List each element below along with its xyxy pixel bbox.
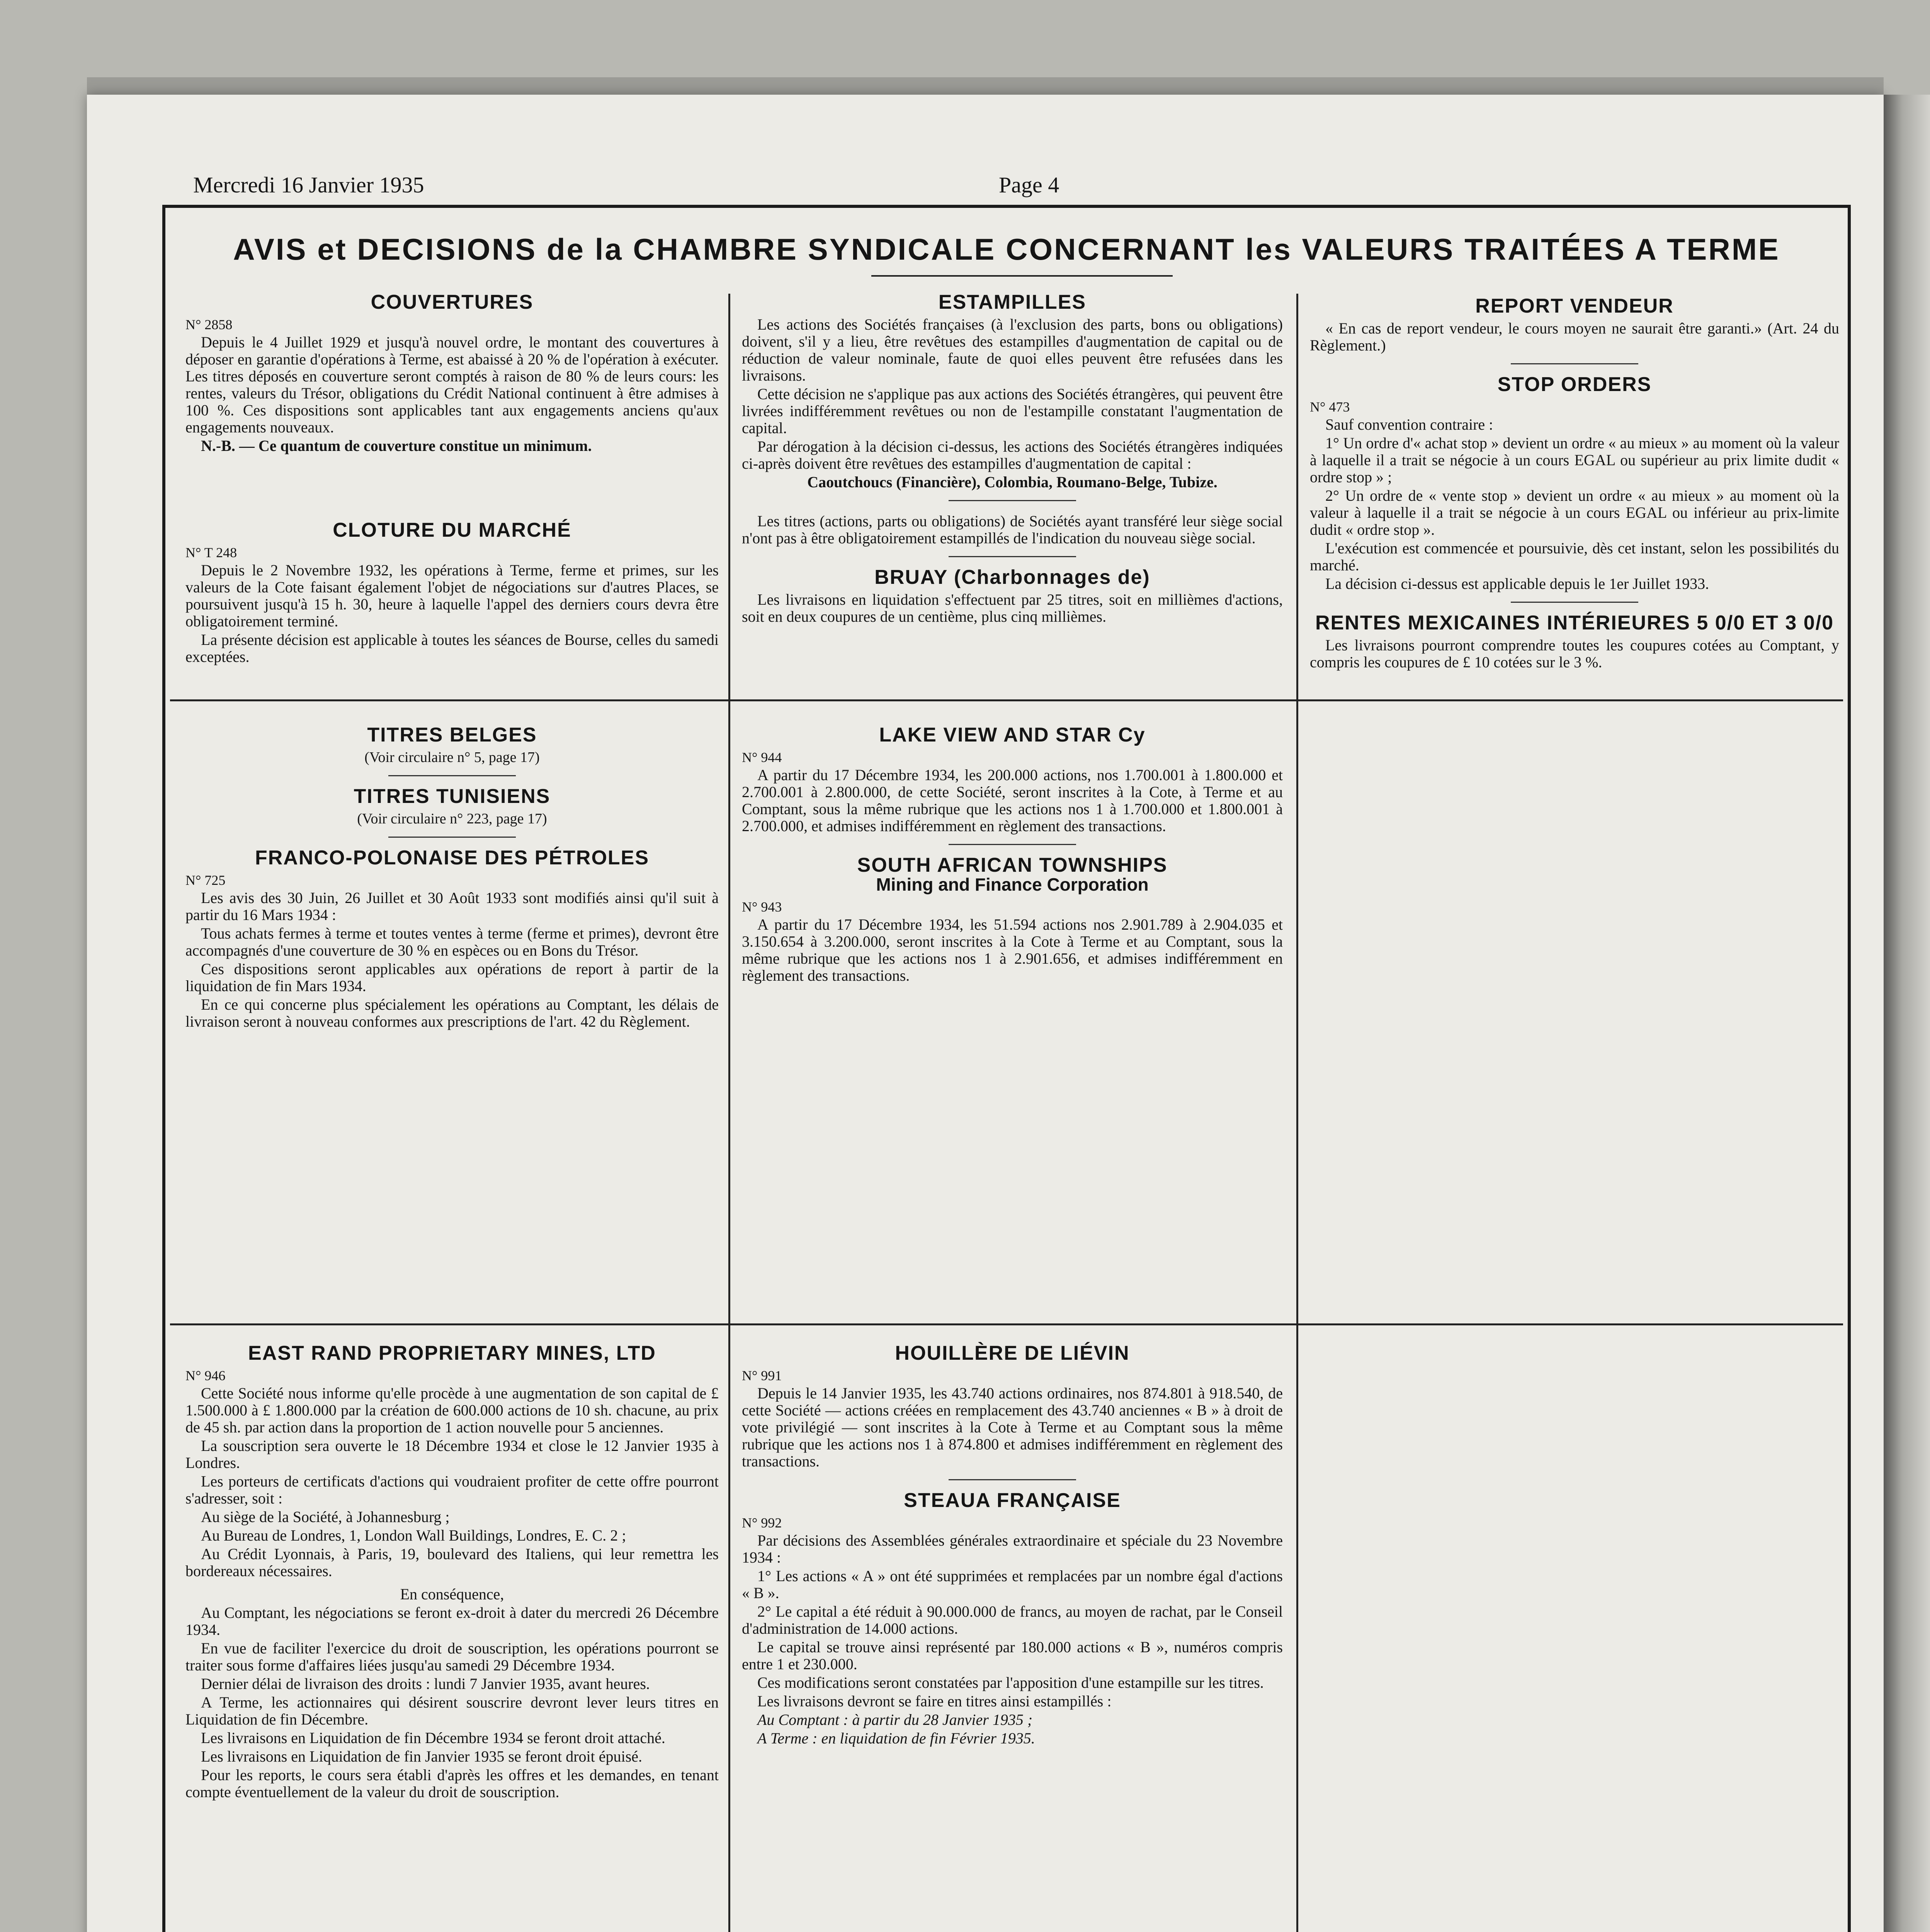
row-divider-1 xyxy=(170,699,1843,701)
section-titres xyxy=(185,726,719,1032)
couvertures-title: COUVERTURES xyxy=(371,291,534,313)
divider xyxy=(949,500,1076,501)
page-shadow xyxy=(87,77,1884,95)
lakeview-number: N° 944 xyxy=(742,750,782,765)
estampilles-text-3: Par dérogation à la décision ci-dessus, les actions des Sociétés étrangères indiquées ci-après doivent être revêtues des estampilles d'augmentation de capital : xyxy=(742,438,1283,472)
lakeview-text: A partir du 17 Décembre 1934, les 200.000 actions, nos 1.700.001 à 1.800.000 et 2.700.001 à 2.800.000, de cette Société, seront inscrites à la Cote, à Terme et au Comptant, sous la même rubrique que les actions nos 1 à 1.700.000 et 1.800.001 à 2.700.000, et admises indifféremment en règlement des transactions. xyxy=(742,766,1283,835)
south-subtitle: Mining and Finance Corporation xyxy=(876,874,1149,895)
stop-title: STOP ORDERS xyxy=(1497,373,1652,396)
section-couvertures xyxy=(185,291,719,667)
eastrand-number: N° 946 xyxy=(185,1368,226,1383)
estampilles-list: Caoutchoucs (Financière), Colombia, Roumano-Belge, Tubize. xyxy=(807,473,1218,491)
lakeview-title: LAKE VIEW AND STAR Cy xyxy=(879,724,1146,746)
eastrand-text-3: Les porteurs de certificats d'actions qui voudraient profiter de cette offre pourront s'adresser, soit : xyxy=(185,1473,719,1507)
franco-number: N° 725 xyxy=(185,872,226,888)
estampilles-text-4: Les titres (actions, parts ou obligations) de Sociétés ayant transféré leur siège social n'ont pas à être obligatoirement estampillés de l'indication du nouveau siège social. xyxy=(742,512,1283,547)
cloture-number: N° T 248 xyxy=(185,545,237,560)
divider xyxy=(388,837,516,838)
estampilles-text-1: Les actions des Sociétés françaises (à l'exclusion des parts, bons ou obligations) doivent, s'il y a lieu, être revêtues des estampilles d'augmentation de capital ou de réduction de valeur nominale, faute de quoi elles peuvent être refusées dans les livraisons. xyxy=(742,316,1283,384)
steaua-text-2: 1° Les actions « A » ont été supprimées et remplacées par un nombre égal d'actions « B ». xyxy=(742,1567,1283,1602)
cloture-title: CLOTURE DU MARCHÉ xyxy=(333,519,571,541)
steaua-title: STEAUA FRANÇAISE xyxy=(904,1489,1121,1512)
eastrand-text-10: Dernier délai de livraison des droits : lundi 7 Janvier 1935, avant heures. xyxy=(201,1675,650,1692)
header-date: Mercredi 16 Janvier 1935 xyxy=(193,172,424,197)
franco-text-3: Ces dispositions seront applicables aux opérations de report à partir de la liquidation de fin Mars 1934. xyxy=(185,960,719,995)
houillere-title: HOUILLÈRE DE LIÉVIN xyxy=(895,1342,1130,1364)
cloture-text-2: La présente décision est applicable à toutes les séances de Bourse, celles du samedi exceptées. xyxy=(185,631,719,665)
steaua-text-7: Au Comptant : à partir du 28 Janvier 1935 ; xyxy=(757,1711,1033,1728)
houillere-number: N° 991 xyxy=(742,1368,782,1383)
divider xyxy=(949,1479,1076,1480)
bruay-title: BRUAY (Charbonnages de) xyxy=(874,566,1150,588)
eastrand-title: EAST RAND PROPRIETARY MINES, LTD xyxy=(248,1342,656,1364)
houillere-text: Depuis le 14 Janvier 1935, les 43.740 actions ordinaires, nos 874.801 à 918.540, de cette Société — actions créées en remplacement des 43.740 anciennes « B » à droit de vote privilégié — sont inscrites à la Cote à Terme et au Comptant sous la même rubrique que les actions nos 1 à 874.800 et admises indifféremment en règlement des transactions. xyxy=(742,1384,1283,1470)
rentes-text: Les livraisons pourront comprendre toutes les coupures cotées au Comptant, y compris les coupures de £ 10 cotées sur le 3 %. xyxy=(1310,636,1839,671)
eastrand-text-7: En conséquence, xyxy=(400,1585,504,1603)
page-header xyxy=(106,172,1864,203)
stop-number: N° 473 xyxy=(1310,399,1350,415)
south-text: A partir du 17 Décembre 1934, les 51.594 actions nos 2.901.789 à 2.904.035 et 3.150.654 à 3.200.000, seront inscrites à la Cote à Terme et au Comptant, sous la même rubrique que les actions nos 1 à 2.901.656, et admises indifféremment en règlement des transactions. xyxy=(742,916,1283,984)
steaua-text-6: Les livraisons devront se faire en titres ainsi estampillés : xyxy=(757,1692,1112,1710)
eastrand-text-1: Cette Société nous informe qu'elle procède à une augmentation de son capital de £ 1.500.000 à £ 1.800.000 par la création de 600.000 actions de 10 sh. chacune, au prix de 45 sh. par action dans la proportion de 1 action nouvelle pour 5 anciennes. xyxy=(185,1384,719,1436)
steaua-text-4: Le capital se trouve ainsi représenté par 180.000 actions « B », numéros compris entre 1 et 230.000. xyxy=(742,1638,1283,1673)
banner-underline xyxy=(871,275,1173,277)
cloture-text-1: Depuis le 2 Novembre 1932, les opérations à Terme, ferme et primes, sur les valeurs de la Cote faisant également l'objet de négociations sur d'autres Places, se poursuivent jusqu'à 15 h. 30, heure à laquelle l'appel des derniers cours devra être obligatoirement terminé. xyxy=(185,561,719,630)
titres-tunisiens-title: TITRES TUNISIENS xyxy=(354,785,551,808)
row-divider-2 xyxy=(170,1323,1843,1325)
stop-text-3: 2° Un ordre de « vente stop » devient un ordre « au mieux » au moment où la valeur à laquelle il a trait se négocie à un cours EGAL ou inférieur au prix-limite dudit « ordre stop ». xyxy=(1310,487,1839,538)
eastrand-text-6: Au Crédit Lyonnais, à Paris, 19, boulevard des Italiens, qui leur remettra les bordereaux nécessaires. xyxy=(185,1545,719,1580)
stop-text-2: 1° Un ordre d'« achat stop » devient un ordre « au mieux » au moment où la valeur à laquelle il a trait se négocie à un cours EGAL ou supérieur au prix limite dudit « ordre stop » ; xyxy=(1310,434,1839,486)
column-divider-2 xyxy=(1296,294,1298,1932)
report-text: « En cas de report vendeur, le cours moyen ne saurait être garanti.» (Art. 24 du Règlement.) xyxy=(1310,320,1839,354)
eastrand-text-5: Au Bureau de Londres, 1, London Wall Buildings, Londres, E. C. 2 ; xyxy=(201,1527,626,1544)
section-estampilles xyxy=(742,291,1283,627)
titres-belges-title: TITRES BELGES xyxy=(367,724,537,746)
eastrand-text-9: En vue de faciliter l'exercice du droit de souscription, les opérations pourront se traiter sous forme d'affaires liées jusqu'au samedi 29 Décembre 1934. xyxy=(185,1639,719,1674)
titres-tunisiens-ref: (Voir circulaire n° 223, page 17) xyxy=(357,811,547,827)
section-eastrand xyxy=(185,1342,719,1802)
steaua-text-1: Par décisions des Assemblées générales extraordinaire et spéciale du 23 Novembre 1934 : xyxy=(742,1532,1283,1566)
header-page-number: Page 4 xyxy=(999,172,1059,197)
divider xyxy=(949,556,1076,557)
rentes-title: RENTES MEXICAINES INTÉRIEURES 5 0/0 ET 3 0/0 xyxy=(1315,612,1834,634)
divider xyxy=(1511,602,1638,603)
eastrand-text-11: A Terme, les actionnaires qui désirent souscrire devront lever leurs titres en Liquidation de fin Décembre. xyxy=(185,1694,719,1728)
eastrand-text-12: Les livraisons en Liquidation de fin Décembre 1934 se feront droit attaché. xyxy=(201,1729,665,1747)
section-houillere-steaua xyxy=(742,1342,1283,1748)
eastrand-text-2: La souscription sera ouverte le 18 Décembre 1934 et close le 12 Janvier 1935 à Londres. xyxy=(185,1437,719,1471)
steaua-text-5: Ces modifications seront constatées par l'apposition d'une estampille sur les titres. xyxy=(757,1674,1264,1691)
steaua-text-8: A Terme : en liquidation de fin Février 1935. xyxy=(757,1730,1035,1747)
divider xyxy=(949,844,1076,845)
couvertures-number: N° 2858 xyxy=(185,317,233,332)
franco-title: FRANCO-POLONAISE DES PÉTROLES xyxy=(255,847,650,869)
franco-text-2: Tous achats fermes à terme et toutes ventes à terme (ferme et primes), devront être accompagnés d'une couverture de 30 % en espèces ou en Bons du Trésor. xyxy=(185,925,719,959)
section-lakeview-south xyxy=(742,726,1283,986)
column-divider-1 xyxy=(728,294,730,1932)
stop-text-1: Sauf convention contraire : xyxy=(1325,416,1493,433)
franco-text-4: En ce qui concerne plus spécialement les opérations au Comptant, les délais de livraison seront à nouveau conformes aux prescriptions de l'art. 42 du Règlement. xyxy=(185,996,719,1030)
binding-edge xyxy=(1884,95,1930,1932)
eastrand-text-8: Au Comptant, les négociations se feront ex-droit à dater du mercredi 26 Décembre 1934. xyxy=(185,1604,719,1638)
divider xyxy=(388,775,516,776)
couvertures-text: Depuis le 4 Juillet 1929 et jusqu'à nouvel ordre, le montant des couvertures à déposer en garantie d'opérations à Terme, est abaissé à 20 % de l'opération à exécuter. Les titres déposés en couverture seront comptés à raison de 80 % de leurs cours: les rentes, valeurs du Trésor, obligations du Crédit National continuent à être admises à 100 %. Ces dispositions sont applicables tant aux engagements anciens qu'aux engagements nouveaux. xyxy=(185,333,719,436)
south-number: N° 943 xyxy=(742,899,782,915)
section-report-stop xyxy=(1310,295,1839,672)
report-title: REPORT VENDEUR xyxy=(1475,295,1674,317)
divider xyxy=(1511,363,1638,364)
steaua-text-3: 2° Le capital a été réduit à 90.000.000 de francs, au moyen de rachat, par le Conseil d'administration de 14.000 actions. xyxy=(742,1603,1283,1637)
eastrand-text-4: Au siège de la Société, à Johannesburg ; xyxy=(201,1508,450,1526)
steaua-number: N° 992 xyxy=(742,1515,782,1531)
bruay-text: Les livraisons en liquidation s'effectuent par 25 titres, soit en millièmes d'actions, soit en deux coupures de un centième, plus cinq millièmes. xyxy=(742,591,1283,625)
franco-text-1: Les avis des 30 Juin, 26 Juillet et 30 Août 1933 sont modifiés ainsi qu'il suit à partir du 16 Mars 1934 : xyxy=(185,889,719,923)
couvertures-note: N.-B. — Ce quantum de couverture constitue un minimum. xyxy=(201,437,592,454)
stop-text-4: L'exécution est commencée et poursuivie, dès cet instant, selon les possibilités du marché. xyxy=(1310,539,1839,574)
stop-text-5: La décision ci-dessus est applicable depuis le 1er Juillet 1933. xyxy=(1325,575,1709,592)
eastrand-text-13: Les livraisons en Liquidation de fin Janvier 1935 se feront droit épuisé. xyxy=(201,1748,642,1765)
south-title: SOUTH AFRICAN TOWNSHIPS xyxy=(857,854,1168,876)
banner-title: AVIS et DECISIONS de la CHAMBRE SYNDICALE CONCERNANT les VALEURS TRAITÉES A TERME xyxy=(233,232,1780,266)
estampilles-title: ESTAMPILLES xyxy=(938,291,1087,313)
eastrand-text-14: Pour les reports, le cours sera établi d'après les offres et les demandes, en tenant compte éventuellement de la valeur du droit de souscription. xyxy=(185,1766,719,1801)
estampilles-text-2: Cette décision ne s'applique pas aux actions des Sociétés étrangères, qui peuvent être livrées indifféremment revêtues ou non de l'estampille constatant l'augmentation de capital. xyxy=(742,385,1283,437)
titres-belges-ref: (Voir circulaire n° 5, page 17) xyxy=(364,749,540,765)
